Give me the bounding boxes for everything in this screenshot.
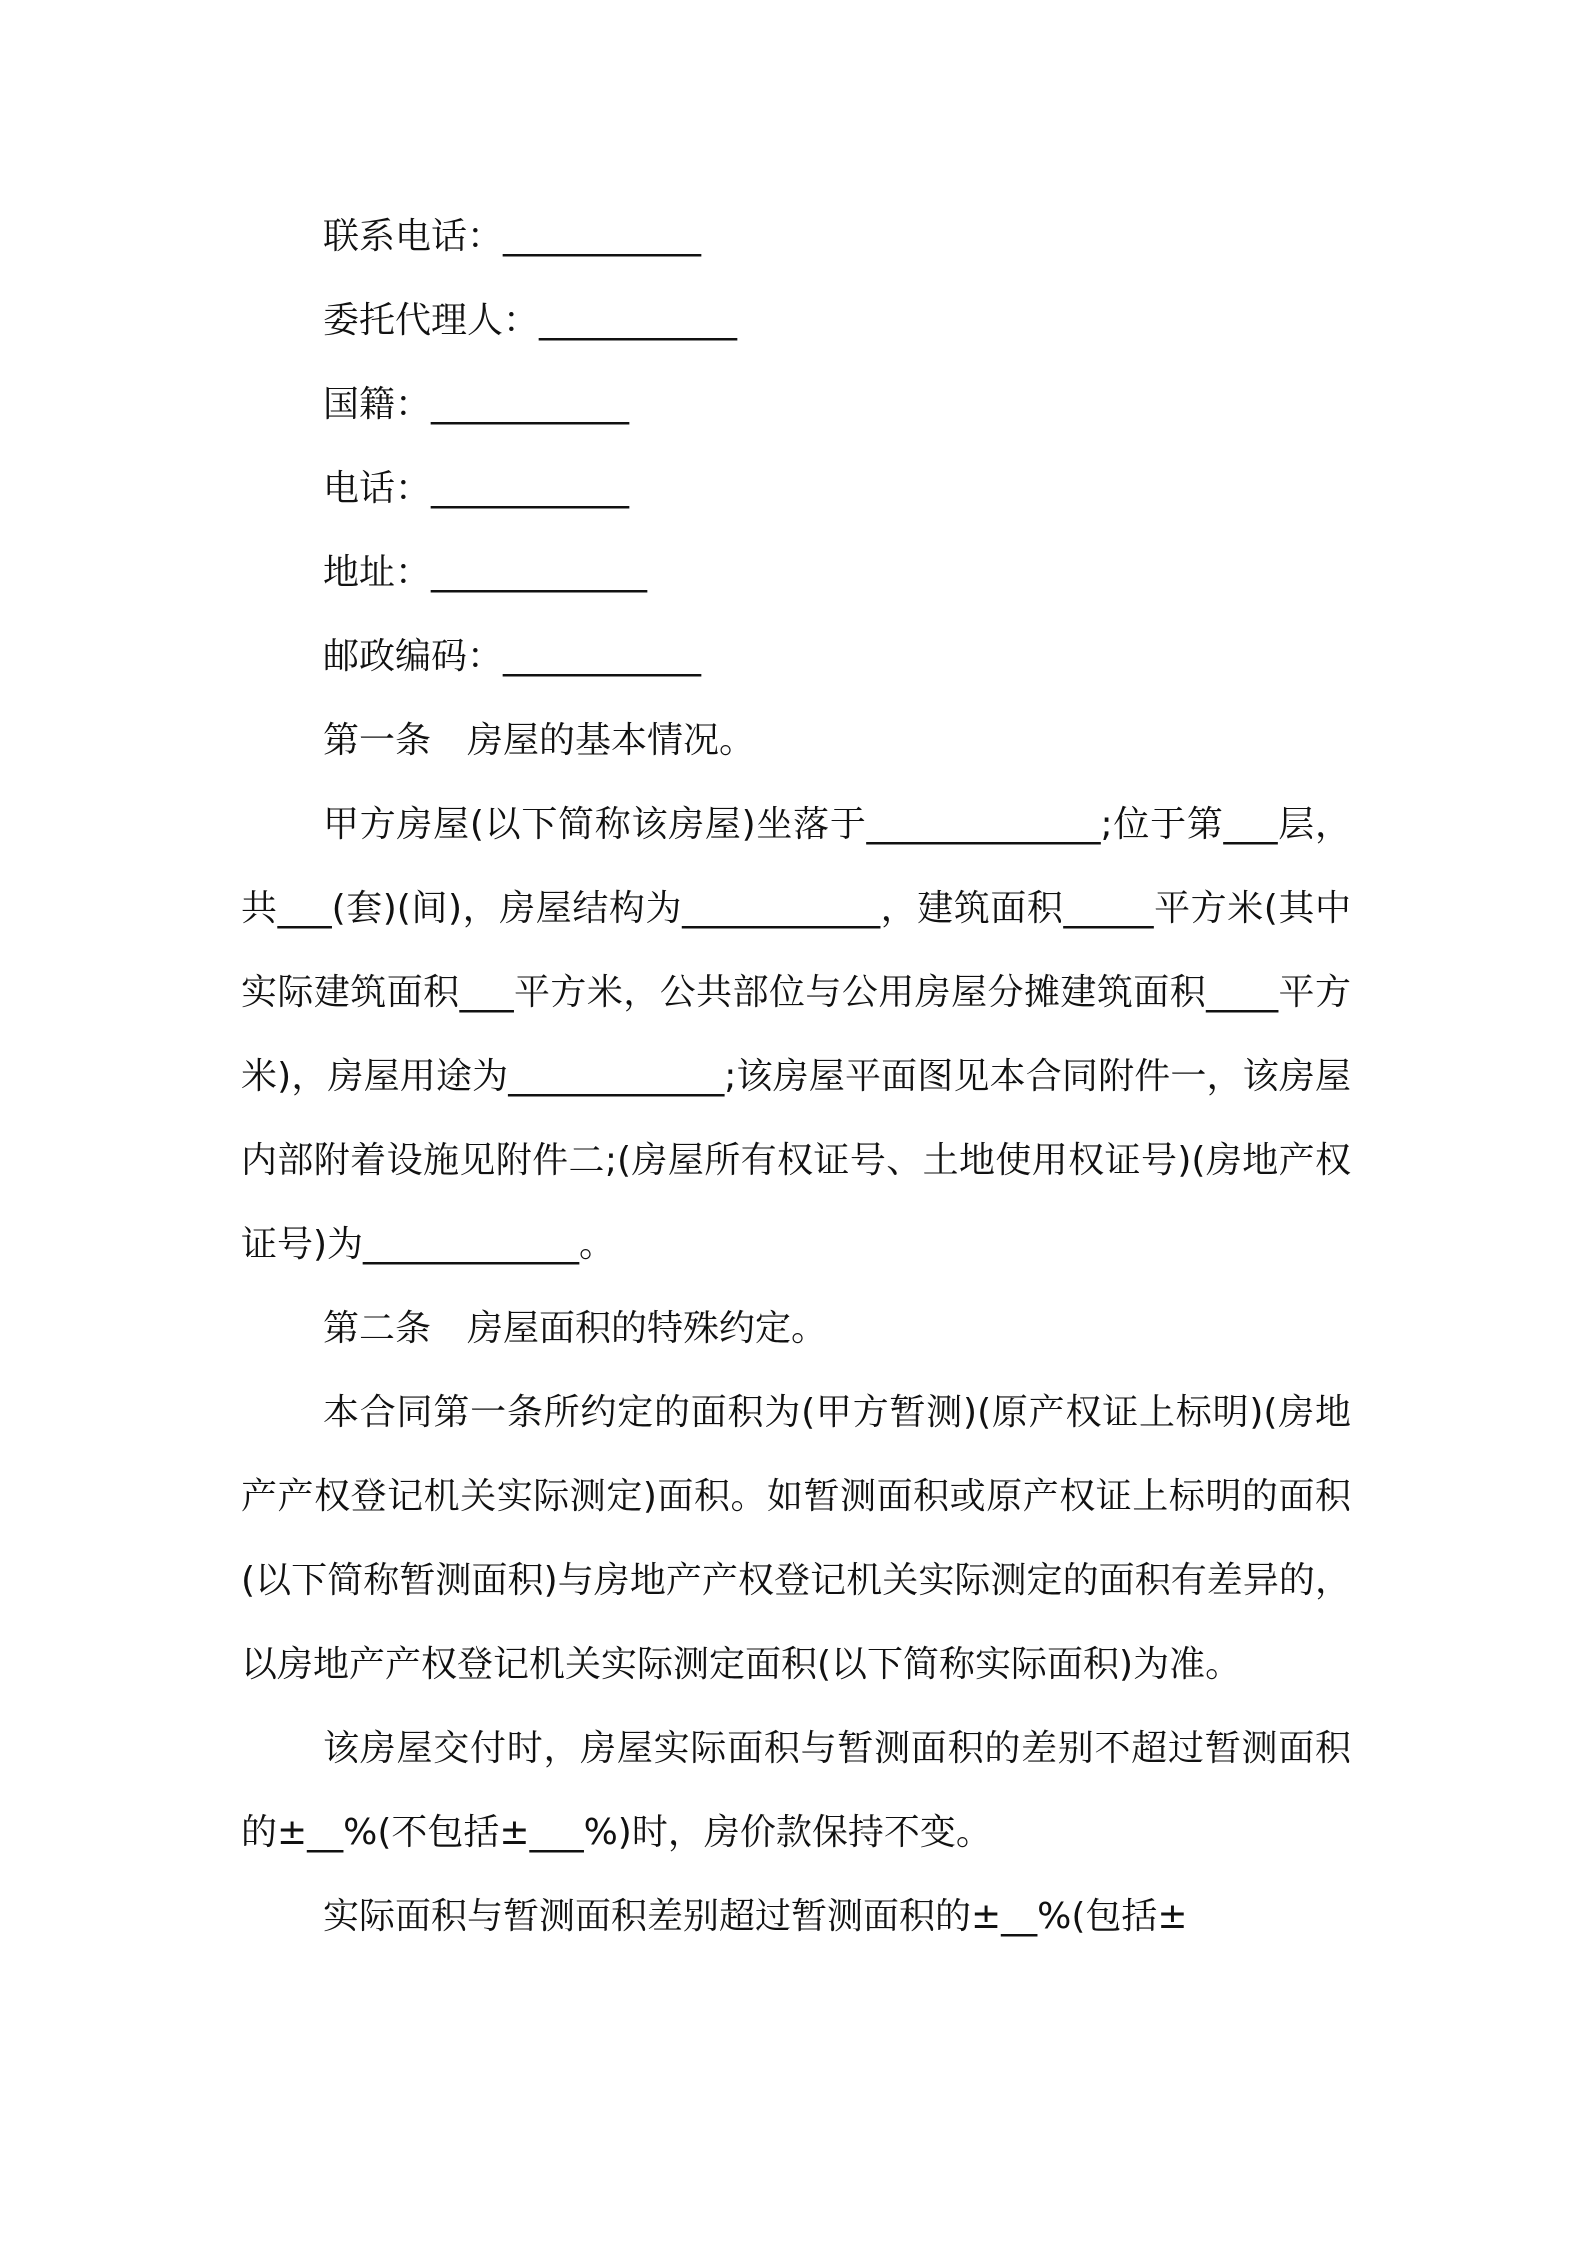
field-blank: ___________ [431,384,630,425]
field-telephone [323,447,1351,531]
field-phone [323,195,1351,279]
field-blank: ___________ [503,636,702,677]
contract-page [241,195,1351,1959]
article-1-heading: 第一条 房屋的基本情况。 [323,720,756,761]
field-postcode [323,615,1351,699]
article-2-paragraph-3: 实际面积与暂测面积差别超过暂测面积的±__%(包括± [323,1896,1188,1937]
field-blank: ___________ [503,216,702,257]
field-label: 国籍： [323,384,432,425]
field-label: 电话： [323,468,432,509]
field-label: 委托代理人： [323,300,540,341]
field-label: 地址： [323,552,432,593]
field-label: 邮政编码： [323,636,504,677]
article-2-paragraph-1: 本合同第一条所约定的面积为(甲方暂测)(原产权证上标明)(房地产产权登记机关实际测定)面积。如暂测面积或原产权证上标明的面积(以下简称暂测面积)与房地产产权登记机关实际测定的面积有差异的，以房地产产权登记机关实际测定面积(以下简称实际面积)为准。 [241,1392,1351,1685]
field-blank: ___________ [539,300,738,341]
field-label: 联系电话： [323,216,504,257]
article-2-heading: 第二条 房屋面积的特殊约定。 [323,1308,828,1349]
field-blank: ____________ [431,552,648,593]
article-2-paragraph-2: 该房屋交付时，房屋实际面积与暂测面积的差别不超过暂测面积的±__%(不包括±___%)时，房价款保持不变。 [241,1728,1351,1853]
field-address [323,531,1351,615]
field-nationality [323,363,1351,447]
field-blank: ___________ [431,468,630,509]
field-agent [323,279,1351,363]
article-1-body: 甲方房屋(以下简称该房屋)坐落于_____________;位于第___层，共___(套)(间)，房屋结构为___________，建筑面积_____平方米(其中实际建筑面积___平方米，公共部位与公用房屋分摊建筑面积____平方米)，房屋用途为____________;该房屋平面图见本合同附件一，该房屋内部附着设施见附件二;(房屋所有权证号、土地使用权证号)(房地产权证号)为____________。 [241,804,1351,1265]
